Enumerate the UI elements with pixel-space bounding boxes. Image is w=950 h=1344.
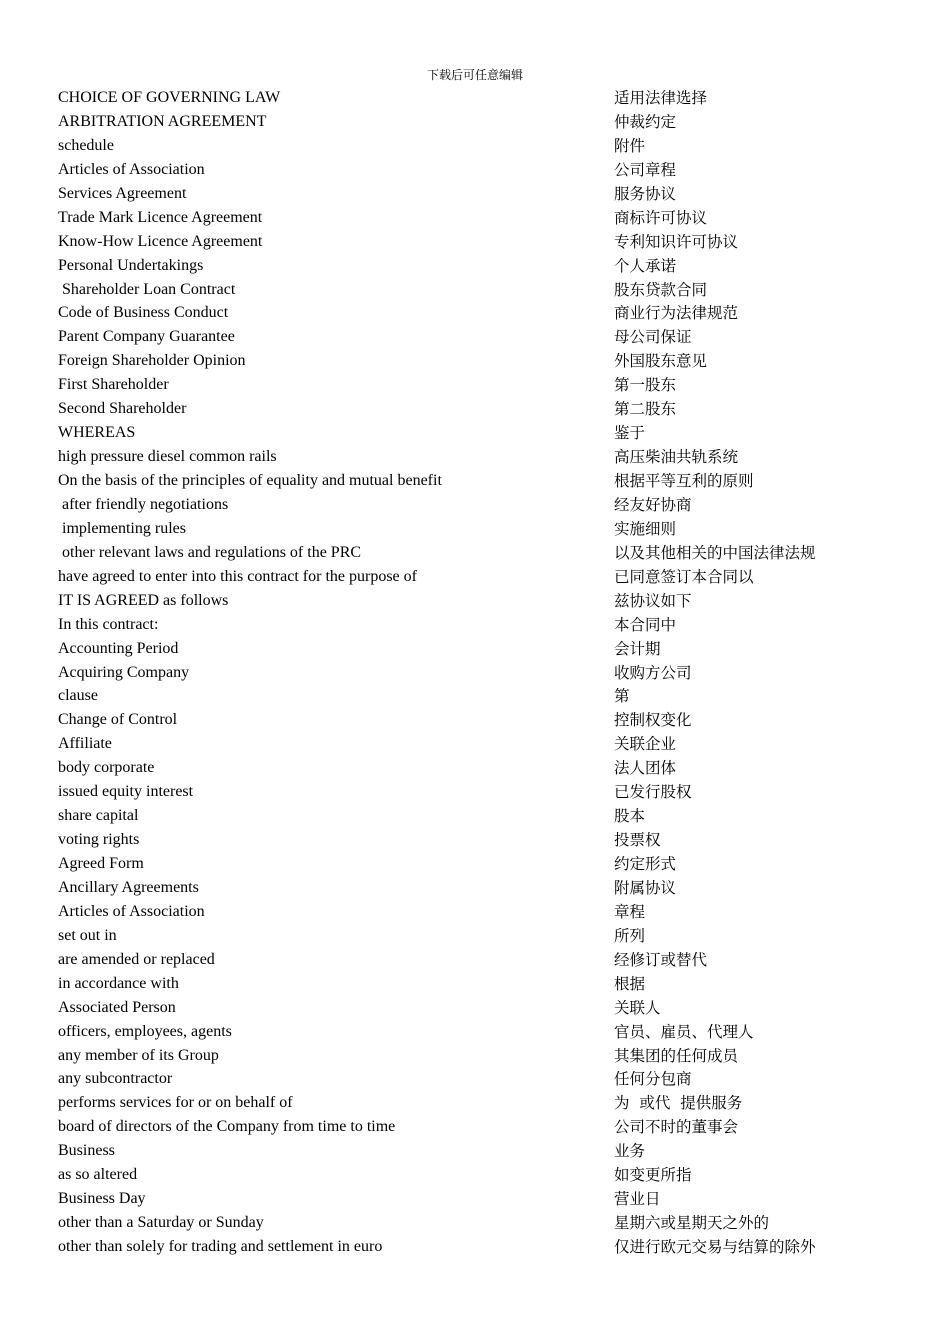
glossary-row [0, 637, 950, 661]
english-term: Trade Mark Licence Agreement [58, 208, 263, 226]
chinese-term: 第 [614, 687, 630, 706]
glossary-row [0, 1163, 950, 1187]
chinese-term: 附件 [614, 136, 646, 155]
english-term: voting rights [58, 831, 140, 849]
chinese-term: 星期六或星期天之外的 [614, 1214, 770, 1233]
chinese-term: 仲裁约定 [614, 112, 677, 131]
english-term: Parent Company Guarantee [58, 328, 235, 346]
glossary-row [0, 1187, 950, 1211]
chinese-term: 商业行为法律规范 [614, 304, 739, 323]
english-term: officers, employees, agents [58, 1022, 232, 1040]
glossary-row [0, 1235, 950, 1259]
english-term: Affiliate [58, 735, 112, 753]
english-term: Second Shareholder [58, 400, 187, 418]
chinese-term: 如变更所指 [614, 1166, 692, 1185]
english-term: performs services for or on behalf of [58, 1094, 293, 1112]
english-term: other than solely for trading and settlement in euro [58, 1238, 383, 1255]
chinese-term: 投票权 [614, 831, 661, 850]
glossary-row [0, 1044, 950, 1068]
glossary-row [0, 924, 950, 948]
glossary-row [0, 972, 950, 996]
chinese-term: 控制权变化 [614, 711, 692, 730]
english-term: set out in [58, 926, 117, 944]
english-term: other than a Saturday or Sunday [58, 1214, 264, 1232]
english-term: WHEREAS [58, 424, 136, 442]
glossary-row [0, 1139, 950, 1163]
english-term: Acquiring Company [58, 663, 190, 681]
glossary-row [0, 1020, 950, 1044]
english-term: Accounting Period [58, 639, 179, 657]
glossary-row [0, 876, 950, 900]
glossary-row [0, 301, 950, 325]
english-term: as so altered [58, 1166, 138, 1184]
chinese-term: 鉴于 [614, 424, 646, 443]
glossary-row [0, 158, 950, 182]
glossary-row [0, 684, 950, 708]
chinese-term: 母公司保证 [614, 328, 692, 347]
glossary-row [0, 1211, 950, 1235]
glossary-row [0, 278, 950, 302]
chinese-term: 专利知识许可协议 [614, 232, 739, 251]
chinese-term: 经修订或替代 [614, 950, 708, 969]
glossary-row [0, 1091, 950, 1115]
glossary-row [0, 397, 950, 421]
chinese-term: 第一股东 [614, 376, 677, 395]
chinese-term: 收购方公司 [614, 663, 692, 682]
chinese-term: 经友好协商 [614, 495, 692, 514]
chinese-term: 高压柴油共轨系统 [614, 448, 739, 467]
glossary-row [0, 900, 950, 924]
chinese-term: 所列 [614, 926, 646, 945]
glossary-row [0, 804, 950, 828]
chinese-term: 外国股东意见 [614, 352, 708, 371]
chinese-term: 根据平等互利的原则 [614, 472, 754, 490]
glossary-row [0, 613, 950, 637]
english-term: CHOICE OF GOVERNING LAW [58, 89, 281, 106]
glossary-row [0, 732, 950, 756]
english-term: First Shareholder [58, 376, 169, 394]
glossary-row [0, 134, 950, 158]
chinese-term: 官员、雇员、代理人 [614, 1022, 754, 1041]
glossary-row [0, 1115, 950, 1139]
english-term: Articles of Association [58, 160, 205, 178]
chinese-term: 业务 [614, 1142, 646, 1161]
glossary-row [0, 469, 950, 493]
glossary-row [0, 780, 950, 804]
chinese-term: 关联企业 [614, 735, 677, 754]
english-term: Change of Control [58, 711, 178, 729]
glossary-row [0, 517, 950, 541]
chinese-term: 根据 [614, 974, 646, 993]
english-term: any subcontractor [58, 1070, 173, 1088]
english-term: high pressure diesel common rails [58, 448, 277, 466]
english-term: Associated Person [58, 998, 176, 1016]
glossary-row [0, 254, 950, 278]
english-term: Shareholder Loan Contract [58, 280, 236, 298]
english-term: Business Day [58, 1190, 146, 1208]
chinese-term: 仅进行欧元交易与结算的除外 [614, 1238, 816, 1256]
glossary-row [0, 852, 950, 876]
english-term: after friendly negotiations [58, 495, 229, 513]
english-term: On the basis of the principles of equality and mutual benefit [58, 472, 442, 489]
english-term: implementing rules [58, 519, 186, 537]
english-term: schedule [58, 136, 114, 154]
chinese-term: 为 或代 提供服务 [614, 1094, 743, 1113]
english-term: ARBITRATION AGREEMENT [58, 112, 267, 130]
chinese-term: 营业日 [614, 1190, 661, 1209]
page-header: 下载后可任意编辑 [426, 68, 523, 82]
english-term: are amended or replaced [58, 950, 215, 968]
chinese-term: 以及其他相关的中国法律法规 [614, 543, 816, 562]
chinese-term: 已同意签订本合同以 [614, 567, 754, 586]
chinese-term: 兹协议如下 [614, 591, 692, 610]
english-term: Articles of Association [58, 902, 205, 920]
glossary-row [0, 325, 950, 349]
glossary-row [0, 493, 950, 517]
chinese-term: 已发行股权 [614, 783, 692, 802]
english-term: share capital [58, 807, 139, 825]
glossary-row [0, 828, 950, 852]
glossary-row [0, 996, 950, 1020]
glossary-row [0, 182, 950, 206]
english-term: body corporate [58, 759, 155, 777]
chinese-term: 股本 [614, 807, 646, 826]
english-term: Know-How Licence Agreement [58, 232, 263, 250]
glossary-row [0, 589, 950, 613]
glossary-row [0, 110, 950, 134]
english-term: Personal Undertakings [58, 256, 204, 274]
glossary-row [0, 1067, 950, 1091]
chinese-term: 会计期 [614, 639, 661, 658]
english-term: Foreign Shareholder Opinion [58, 352, 246, 370]
glossary-row [0, 349, 950, 373]
english-term: Services Agreement [58, 184, 187, 202]
glossary-row [0, 708, 950, 732]
chinese-term: 公司不时的董事会 [614, 1118, 739, 1137]
chinese-term: 个人承诺 [614, 256, 677, 275]
chinese-term: 章程 [614, 902, 646, 921]
glossary-row [0, 948, 950, 972]
english-term: Business [58, 1142, 115, 1160]
chinese-term: 公司章程 [614, 160, 677, 179]
glossary-row [0, 541, 950, 565]
glossary-row [0, 756, 950, 780]
glossary-row [0, 445, 950, 469]
glossary-row [0, 373, 950, 397]
glossary-row [0, 565, 950, 589]
chinese-term: 附属协议 [614, 878, 677, 897]
chinese-term: 约定形式 [614, 855, 677, 873]
chinese-term: 股东贷款合同 [614, 280, 708, 299]
glossary-list [0, 86, 950, 1259]
chinese-term: 任何分包商 [614, 1070, 692, 1089]
chinese-term: 商标许可协议 [614, 208, 708, 227]
glossary-row [0, 206, 950, 230]
english-term: Ancillary Agreements [58, 878, 199, 896]
english-term: Code of Business Conduct [58, 304, 229, 322]
chinese-term: 适用法律选择 [614, 89, 708, 107]
english-term: issued equity interest [58, 783, 194, 801]
english-term: IT IS AGREED as follows [58, 591, 229, 609]
glossary-row [0, 661, 950, 685]
english-term: have agreed to enter into this contract for the purpose of [58, 567, 417, 585]
chinese-term: 关联人 [614, 998, 661, 1017]
english-term: in accordance with [58, 974, 179, 992]
chinese-term: 本合同中 [614, 615, 677, 634]
chinese-term: 服务协议 [614, 184, 677, 203]
english-term: any member of its Group [58, 1046, 219, 1064]
english-term: other relevant laws and regulations of the PRC [58, 543, 362, 561]
chinese-term: 第二股东 [614, 400, 677, 419]
glossary-row [0, 421, 950, 445]
chinese-term: 实施细则 [614, 519, 677, 538]
english-term: board of directors of the Company from time to time [58, 1118, 396, 1136]
chinese-term: 法人团体 [614, 759, 677, 778]
glossary-row [0, 230, 950, 254]
chinese-term: 其集团的任何成员 [614, 1046, 739, 1065]
english-term: Agreed Form [58, 855, 144, 872]
english-term: clause [58, 687, 98, 705]
glossary-row [0, 86, 950, 110]
english-term: In this contract: [58, 615, 159, 633]
